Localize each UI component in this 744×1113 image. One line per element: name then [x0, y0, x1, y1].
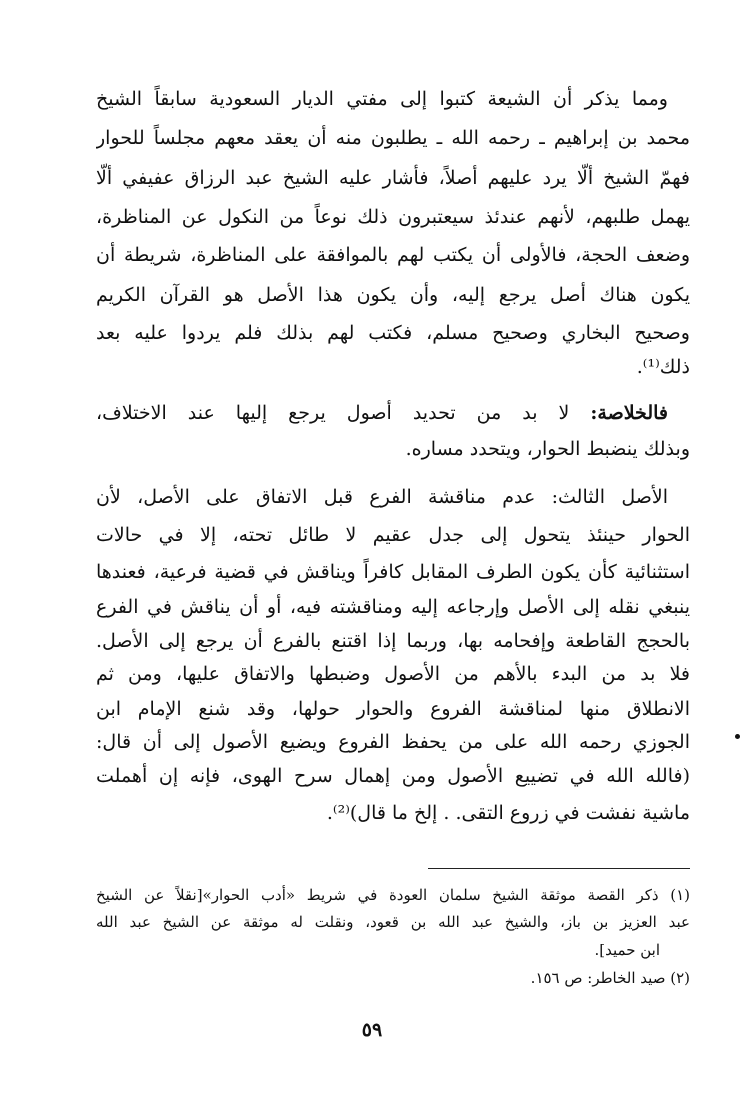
footnote-line: عبد العزيز بن باز، والشيخ عبد الله بن قعود، ونقلت له موثقة عن الشيخ عبد الله: [96, 913, 690, 931]
body-line: الأصل الثالث: عدم مناقشة الفرع قبل الاتفاق على الأصل، لأن: [96, 486, 668, 508]
body-line: بالحجج القاطعة وإفحامه بها، وربما إذا اقتنع بالفرع أن يرجع إلى الأصل.: [96, 630, 690, 652]
body-line: الجوزي رحمه الله على من يحفظ الفروع ويضيع الأصول إلى أن قال:: [96, 731, 690, 753]
footnote-line: ابن حميد].: [594, 941, 660, 959]
margin-mark: [735, 734, 740, 739]
body-line: ينبغي نقله إلى الأصل وإرجاعه إليه ومناقشته فيه، أو أن يناقش في الفرع: [96, 596, 690, 618]
body-line: فهمّ الشيخ ألّا يرد عليهم أصلاً، فأشار عليه الشيخ عبد الرزاق عفيفي ألّا: [96, 167, 690, 189]
footnote-line: (١) ذكر القصة موثقة الشيخ سلمان العودة في شريط «أدب الحوار»[نقلاً عن الشيخ: [96, 886, 690, 904]
body-line: ذلك⁽¹⁾.: [636, 356, 690, 378]
page-number: ٥٩: [361, 1019, 383, 1041]
body-line: وضعف الحجة، فالأولى أن يكتب لهم بالموافقة على المناظرة، شريطة أن: [96, 244, 690, 266]
body-line: استثنائية كأن يكون الطرف المقابل كافراً ويناقش في قضية فرعية، فعندها: [96, 561, 690, 583]
body-line: وبذلك ينضبط الحوار، ويتحدد مساره.: [405, 438, 690, 460]
body-line: الانطلاق منها لمناقشة الفروع والحوار حولها، وقد شنع الإمام ابن: [96, 698, 690, 720]
summary-label: فالخلاصة:: [590, 402, 668, 424]
summary-text: لا بد من تحديد أصول يرجع إليها عند الاختلاف،: [96, 402, 591, 424]
body-line: (فالله الله في تضييع الأصول ومن إهمال سرح الهوى، فإنه إن أهملت: [96, 765, 690, 787]
body-line: يكون هناك أصل يرجع إليه، وأن يكون هذا الأصل هو القرآن الكريم: [96, 284, 690, 306]
body-line: فلا بد من البدء بالأهم من الأصول وضبطها والاتفاق عليها، ومن ثم: [96, 663, 690, 685]
body-line: الحوار حينئذ يتحول إلى جدل عقيم لا طائل تحته، إلا في حالات: [96, 524, 690, 546]
footnote-separator: [428, 868, 690, 869]
summary-line: [96, 398, 668, 430]
body-line: ماشية نفشت في زروع التقى. . إلخ ما قال)⁽²⁾.: [326, 802, 690, 824]
footnote-line: (٢) صيد الخاطر: ص ١٥٦.: [530, 969, 690, 987]
body-line: محمد بن إبراهيم ـ رحمه الله ـ يطلبون منه أن يعقد معهم مجلساً للحوار: [96, 127, 690, 149]
body-line: وصحيح البخاري وصحيح مسلم، فكتب لهم بذلك فلم يردوا عليه بعد: [96, 322, 690, 344]
body-line: ومما يذكر أن الشيعة كتبوا إلى مفتي الديار السعودية سابقاً الشيخ: [96, 88, 668, 110]
body-line: يهمل طلبهم، لأنهم عندئذ سيعتبرون ذلك نوعاً من النكول عن المناظرة،: [96, 206, 690, 228]
